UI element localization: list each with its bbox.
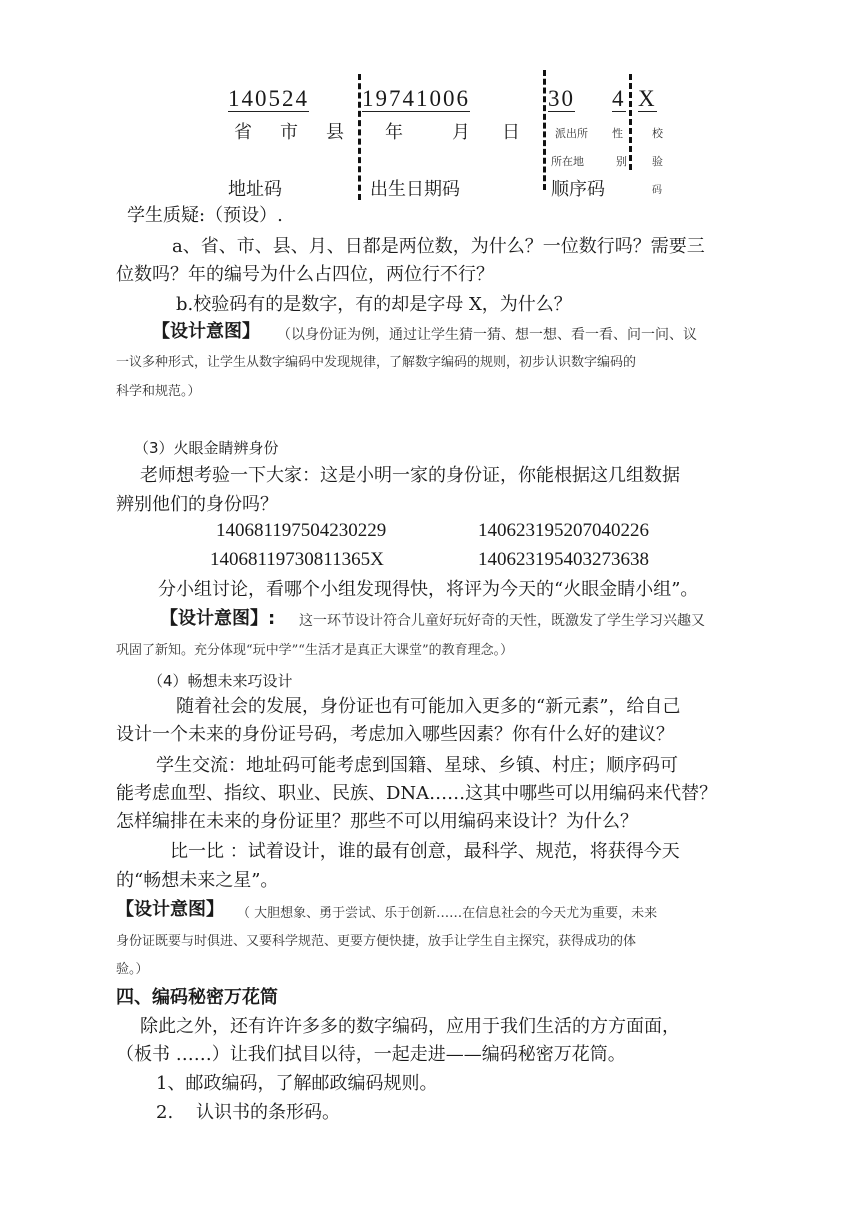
section4-para6: 比一比 ：试着设计，谁的最有创意，最科学、规范，将获得今天 — [170, 841, 680, 862]
label-sheng: 省 — [234, 122, 252, 143]
id-number-1: 140681197504230229 — [216, 520, 387, 541]
id-check-digit: X — [638, 86, 657, 111]
section3-para1: 老师想考验一下大家：这是小明一家的身份证，你能根据这几组数据 — [140, 465, 680, 486]
design-intent-label-1: 【设计意图】 — [152, 321, 260, 342]
label-paichusuo-2: 所在地 — [551, 155, 584, 168]
label-xingbie-1: 性 — [612, 127, 623, 140]
question-a-line1: a、省、市、县、月、日都是两位数，为什么？一位数行吗？需要三 — [172, 236, 705, 257]
part4-para1: 除此之外，还有许许多多的数字编码，应用于我们生活的方方面面， — [140, 1016, 680, 1037]
label-ri: 日 — [502, 122, 520, 143]
section4-heading: （4）畅想未来巧设计 — [148, 672, 293, 690]
label-yue: 月 — [452, 122, 470, 143]
design-intent-2-line2: 巩固了新知。充分体现“玩中学”“生活才是真正大课堂”的教育理念。） — [116, 643, 514, 658]
design-intent-3-line1: （ 大胆想象、勇于尝试、乐于创新……在信息社会的今天尤为重要，未来 — [237, 906, 658, 921]
design-intent-1-line2: 一议多种形式，让学生从数字编码中发现规律，了解数字编码的规则，初步认识数字编码的 — [116, 355, 637, 370]
design-intent-3-line3: 验。） — [116, 962, 149, 977]
label-xiaoyan-3: 码 — [652, 185, 662, 196]
question-a-line2: 位数吗？年的编号为什么占四位，两位行不行？ — [116, 264, 494, 285]
section4-para2: 设计一个未来的身份证号码，考虑加入哪些因素？你有什么好的建议？ — [116, 724, 674, 745]
id-number-4: 140623195403273638 — [478, 549, 649, 570]
part4-heading: 四、编码秘密万花筒 — [116, 987, 278, 1008]
section3-heading: （3）火眼金睛辨身份 — [134, 439, 279, 457]
id-address-digits: 140524 — [228, 86, 309, 111]
section4-para3: 学生交流：地址码可能考虑到国籍、星球、乡镇、村庄；顺序码可 — [156, 755, 678, 776]
part4-item1: 1、邮政编码，了解邮政编码规则。 — [156, 1073, 438, 1094]
birth-code-label: 出生日期码 — [370, 179, 460, 200]
id-number-2: 140623195207040226 — [478, 520, 649, 541]
design-intent-2-line1: 这一环节设计符合儿童好玩好奇的天性，既激发了学生学习兴趣又 — [299, 613, 705, 629]
divider-address-birth — [358, 74, 361, 200]
section4-para7: 的“畅想未来之星”。 — [116, 870, 279, 891]
design-intent-label-3: 【设计意图】 — [116, 899, 224, 920]
divider-birth-order — [543, 70, 546, 190]
label-xingbie-2: 别 — [616, 155, 627, 168]
section4-para4: 能考虑血型、指纹、职业、民族、DNA……这其中哪些可以用编码来代替？ — [116, 783, 718, 804]
design-intent-3-line2: 身份证既要与时俱进、又要科学规范、更要方便快捷，放手让学生自主探究，获得成功的体 — [116, 934, 637, 949]
part4-item2: 2. 认识书的条形码。 — [156, 1102, 341, 1123]
label-xian: 县 — [326, 122, 344, 143]
design-intent-1-line3: 科学和规范。） — [116, 384, 201, 399]
id-order-digits: 30 — [548, 86, 575, 111]
label-paichusuo-1: 派出所 — [555, 127, 588, 140]
section3-para2: 辨别他们的身份吗？ — [116, 494, 278, 515]
section3-para3: 分小组讨论，看哪个小组发现得快，将评为今天的“火眼金睛小组”。 — [158, 579, 699, 600]
design-intent-1-line1: （以身份证为例，通过让学生猜一猜、想一想、看一看、问一问、议 — [277, 327, 697, 343]
question-intro: 学生质疑:（预设）. — [127, 205, 283, 226]
divider-order-check — [629, 74, 632, 170]
label-xiaoyan-1: 校 — [652, 127, 663, 140]
order-code-label: 顺序码 — [551, 179, 605, 200]
address-code-label: 地址码 — [228, 179, 282, 200]
id-number-3: 14068119730811365X — [210, 549, 384, 570]
section4-para5: 怎样编排在未来的身份证里？那些不可以用编码来设计？为什么？ — [116, 811, 638, 832]
id-birth-digits: 19741006 — [362, 86, 470, 111]
question-b: b.校验码有的是数字，有的却是字母 X，为什么？ — [176, 294, 572, 315]
part4-para2: （板书 ……）让我们拭目以待，一起走进——编码秘密万花筒。 — [116, 1044, 626, 1065]
design-intent-label-2: 【设计意图】: — [160, 608, 276, 629]
section4-para1: 随着社会的发展，身份证也有可能加入更多的“新元素”，给自己 — [176, 696, 681, 717]
label-shi: 市 — [280, 122, 298, 143]
id-gender-digit: 4 — [612, 86, 626, 111]
label-nian: 年 — [385, 122, 403, 143]
label-xiaoyan-2: 验 — [652, 155, 663, 168]
